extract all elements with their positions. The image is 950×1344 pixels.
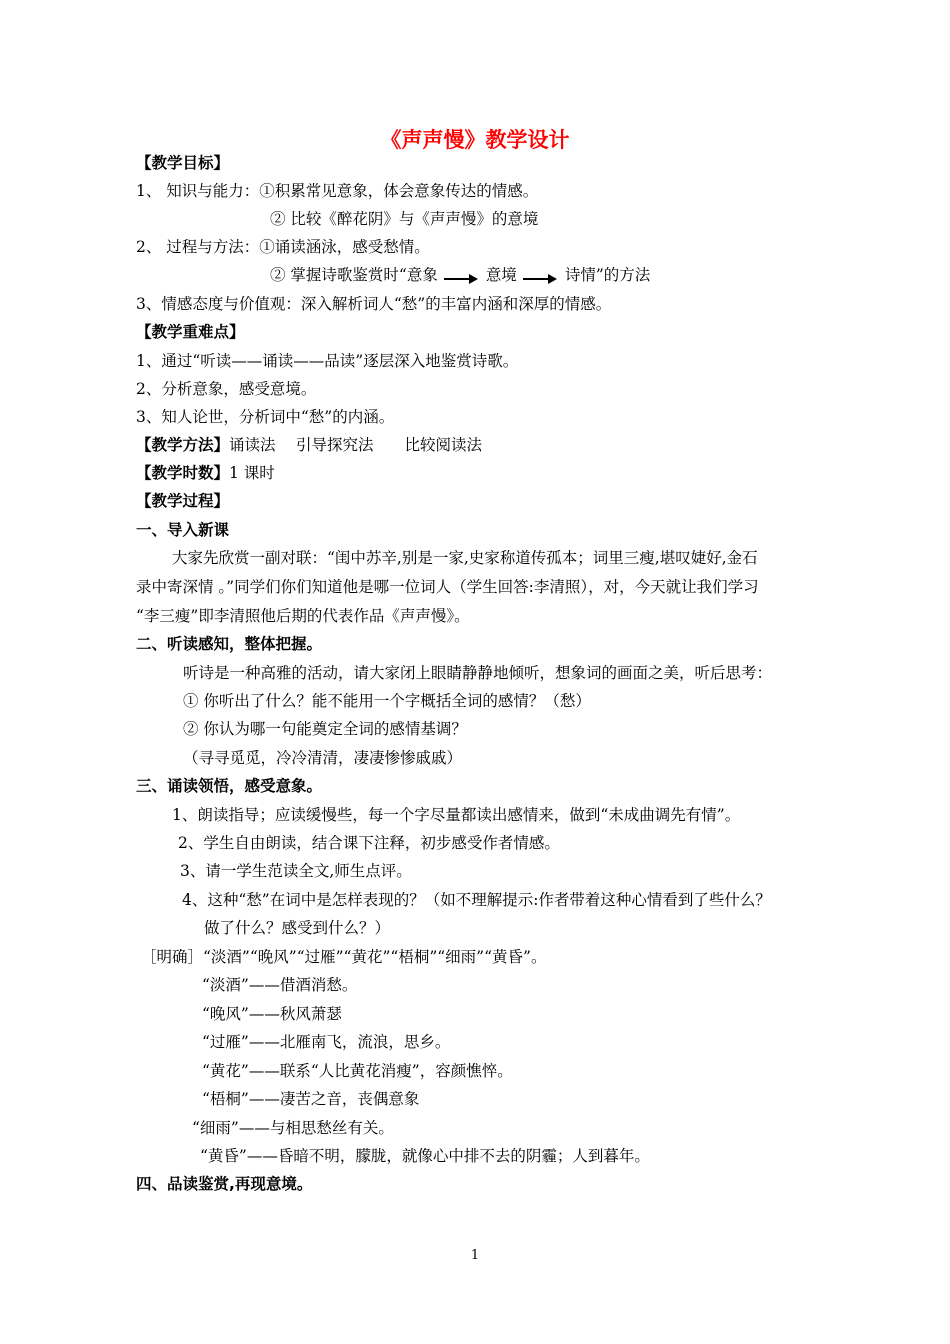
imagery-item-5: “梧桐”——凄苦之音，丧偶意象 (202, 1090, 420, 1108)
key-point-2: 2、分析意象，感受意境。 (136, 380, 317, 398)
section-2-heading: 二、听读感知，整体把握。 (136, 635, 323, 653)
objective-1a: 1、 知识与能力：①积累常见意象，体会意象传达的情感。 (136, 182, 539, 200)
hours-value: 1 课时 (229, 464, 275, 482)
page-number: 1 (470, 1248, 480, 1263)
section-3-item-2: 2、学生自由朗读，结合课下注释，初步感受作者情感。 (178, 834, 560, 852)
section-2-question-2: ② 你认为哪一句能奠定全词的感情基调？ (183, 720, 467, 738)
right-arrow-icon (444, 273, 478, 283)
section-3-item-1: 1、朗读指导；应读缓慢些，每一个字尽量都读出感情来，做到“未成曲调先有情”。 (172, 806, 741, 824)
imagery-item-6: “细雨”——与相思愁丝有关。 (192, 1119, 394, 1137)
imagery-item-3: “过雁”——北雁南飞，流浪，思乡。 (202, 1033, 451, 1051)
objective-2b-text-mid: 意境 (485, 266, 517, 284)
imagery-item-4: “黄花”——联系“人比黄花消瘦”，容颜憔悴。 (202, 1062, 513, 1080)
section-2-answer-2: （寻寻觅觅，冷冷清清，凄凄惨惨戚戚） (183, 749, 463, 767)
key-point-1: 1、通过“听读——诵读——品读”逐层深入地鉴赏诗歌。 (136, 352, 519, 370)
section-3-item-4-line-1: 4、这种“愁”在词中是怎样表现的？（如不理解提示:作者带着这种心情看到了些什么？ (182, 891, 771, 909)
objective-1b: ② 比较《醉花阴》与《声声慢》的意境 (270, 210, 539, 228)
section-2-question-1: ① 你听出了什么？能不能用一个字概括全词的感情？（愁） (183, 692, 591, 710)
methods-value: 诵读法 引导探究法 比较阅读法 (229, 436, 482, 454)
methods-label: 【教学方法】 (136, 436, 230, 454)
key-points-heading: 【教学重难点】 (136, 323, 245, 341)
section-1-paragraph-line-1: 大家先欣赏一副对联：“闺中苏辛,别是一家,史家称道传孤本；词里三瘦,堪叹婕好,金石 (172, 549, 758, 567)
process-heading: 【教学过程】 (136, 492, 230, 510)
imagery-item-7: “黄昏”——昏暗不明，朦胧，就像心中排不去的阴霾；人到暮年。 (200, 1147, 650, 1165)
imagery-item-2: “晚风”——秋风萧瑟 (202, 1005, 342, 1023)
objective-3: 3、情感态度与价值观：深入解析词人“愁”的丰富内涵和深厚的情感。 (136, 295, 612, 313)
objectives-heading: 【教学目标】 (136, 154, 230, 172)
right-arrow-icon (523, 273, 557, 283)
section-1-paragraph-line-3: “李三瘦”即李清照他后期的代表作品《声声慢》。 (136, 607, 470, 625)
section-3-heading: 三、诵读领悟，感受意象。 (136, 777, 323, 795)
section-3-item-4-line-2: 做了什么？感受到什么？） (204, 919, 391, 937)
clarify-line: ［明确］“淡酒”“晚风”“过雁”“黄花”“梧桐”“细雨”“黄昏”。 (141, 948, 547, 966)
page-title: 《声声慢》教学设计 (380, 128, 570, 152)
objective-2a: 2、 过程与方法：①诵读涵泳，感受愁情。 (136, 238, 430, 256)
objective-2b-text-end: 诗情”的方法 (564, 266, 651, 284)
objective-2b (270, 265, 650, 285)
methods-line (136, 435, 482, 455)
section-1-paragraph-line-2: 录中寄深情 。”同学们你们知道他是哪一位词人（学生回答:李清照），对，今天就让我们学习 (136, 578, 759, 596)
imagery-item-1: “淡酒”——借酒消愁。 (202, 976, 358, 994)
key-point-3: 3、知人论世，分析词中“愁”的内涵。 (136, 408, 395, 426)
hours-label: 【教学时数】 (136, 464, 230, 482)
section-1-heading: 一、导入新课 (136, 521, 230, 539)
section-3-item-3: 3、请一学生范读全文,师生点评。 (180, 862, 412, 880)
hours-line (136, 463, 275, 483)
objective-2b-text-start: ② 掌握诗歌鉴赏时“意象 (270, 266, 438, 284)
section-4-heading: 四、品读鉴赏,再现意境。 (136, 1175, 313, 1193)
section-2-paragraph: 听诗是一种高雅的活动，请大家闭上眼睛静静地倾听，想象词的画面之美，听后思考： (183, 664, 773, 682)
